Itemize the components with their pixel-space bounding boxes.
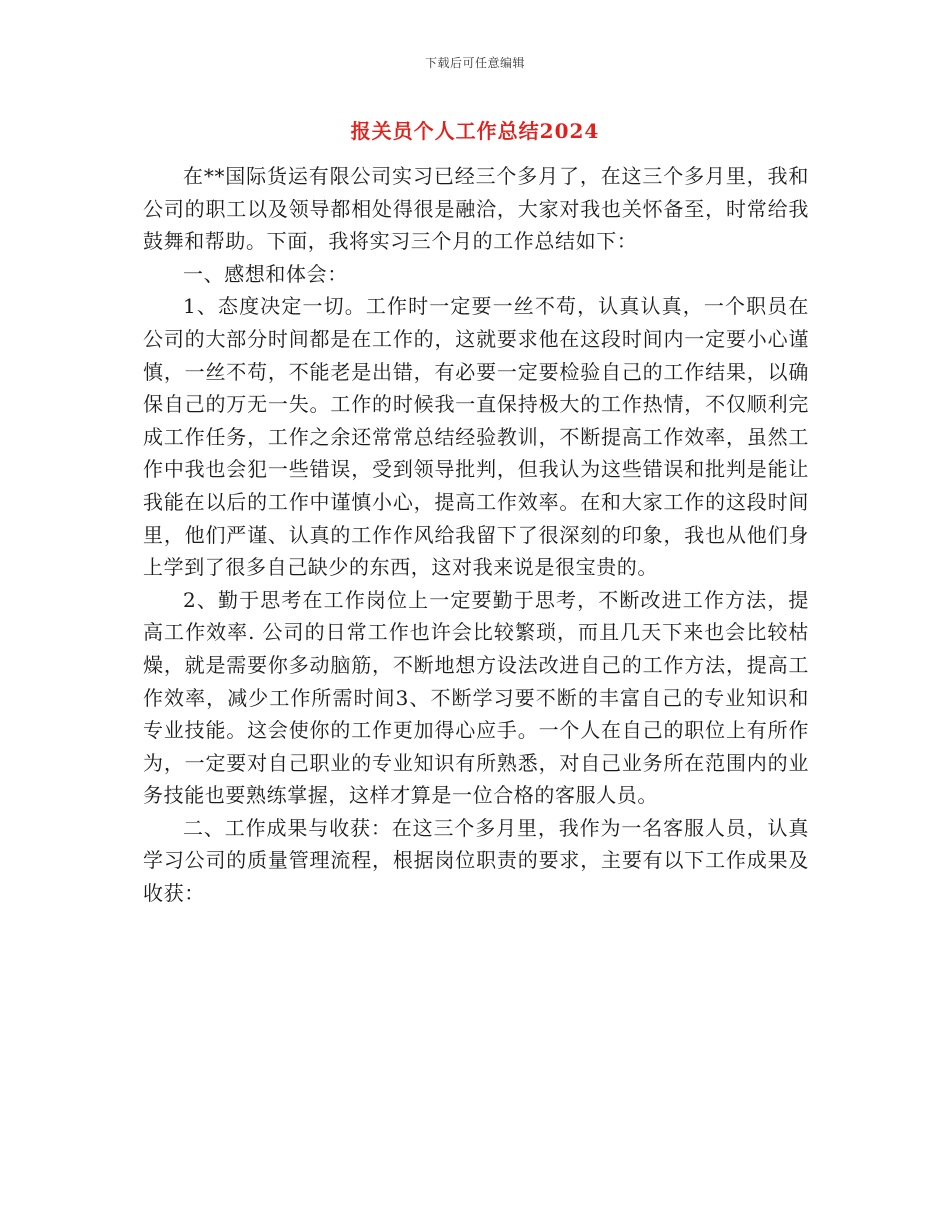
paragraph-thinking: 2、勤于思考在工作岗位上一定要勤于思考，不断改进工作方法，提高工作效率. 公司的日常工作也许会比较繁琐，而且几天下来也会比较枯燥，就是需要你多动脑筋，不断地想方设法改进自己的工作方法，提高工作效率，减少工作所需时间3、不断学习要不断的丰富自己的专业知识和专业技能。这会使你的工作更加得心应手。一个人在自己的职位上有所作为，一定要对自己职业的专业知识有所熟悉，对自己业务所在范围内的业务技能也要熟练掌握，这样才算是一位合格的客服人员。 (143, 587, 809, 808)
paragraph-attitude: 1、态度决定一切。工作时一定要一丝不苟，认真认真，一个职员在公司的大部分时间都是在工作的，这就要求他在这段时间内一定要小心谨慎，一丝不苟，不能老是出错，有必要一定要检验自己的工作结果，以确保自己的万无一失。工作的时候我一直保持极大的工作热情，不仅顺利完成工作任务，工作之余还常常总结经验教训，不断提高工作效率，虽然工作中我也会犯一些错误，受到领导批判，但我认为这些错误和批判是能让我能在以后的工作中谨慎小心，提高工作效率。在和大家工作的这段时间里，他们严谨、认真的工作作风给我留下了很深刻的印象，我也从他们身上学到了很多自己缺少的东西，这对我来说是很宝贵的。 (143, 294, 809, 580)
document-body (143, 160, 809, 910)
header-note: 下载后可任意编辑 (424, 56, 525, 70)
paragraph-intro: 在**国际货运有限公司实习已经三个多月了，在这三个多月里，我和公司的职工以及领导都相处得很是融洽，大家对我也关怀备至，时常给我鼓舞和帮助。下面，我将实习三个月的工作总结如下： (143, 164, 809, 254)
document-title: 报关员个人工作总结2024 (350, 119, 600, 143)
paragraph-section-2: 二、工作成果与收获：在这三个多月里，我作为一名客服人员，认真学习公司的质量管理流程，根据岗位职责的要求，主要有以下工作成果及收获： (143, 815, 809, 906)
paragraph-section-1-heading: 一、感想和体会： (183, 261, 348, 286)
